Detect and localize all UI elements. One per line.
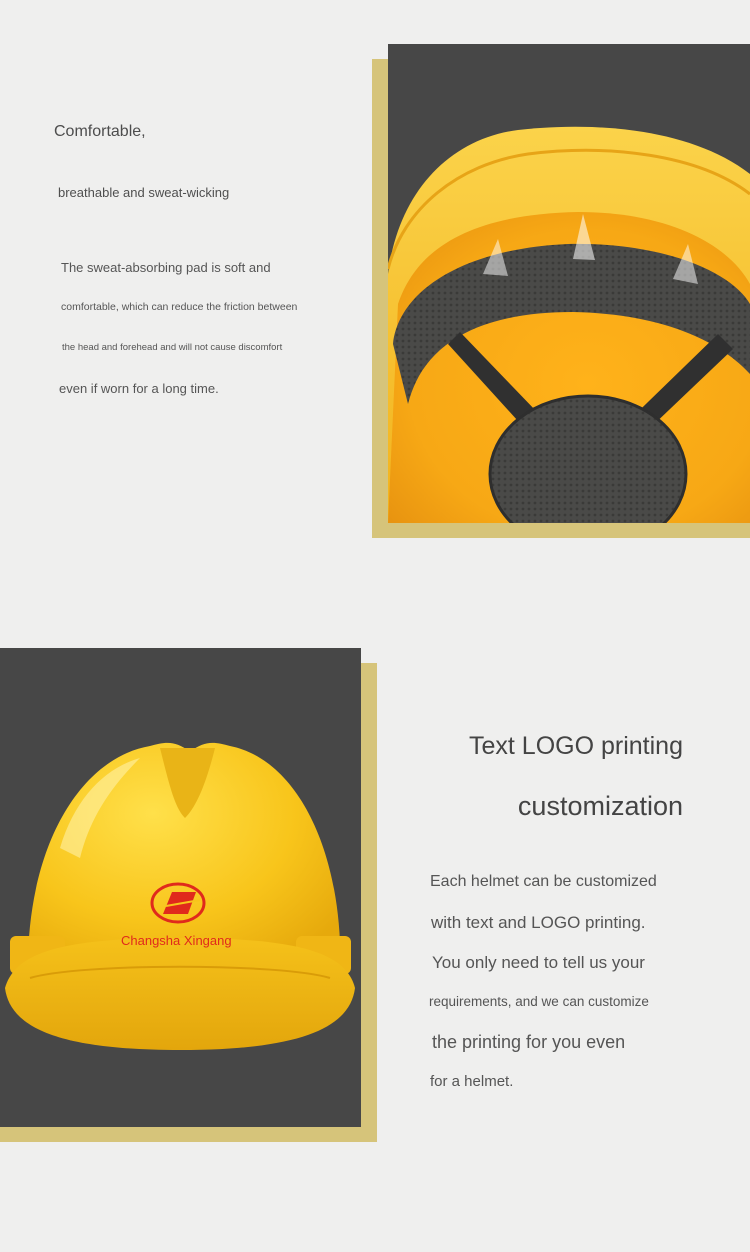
- comfort-body-line: comfortable, which can reduce the friction between: [61, 301, 298, 313]
- logo-body-line: with text and LOGO printing.: [431, 913, 646, 932]
- comfort-subtitle: breathable and sweat-wicking: [58, 185, 230, 200]
- logo-heading-line: customization: [517, 791, 683, 821]
- logo-body-line: the printing for you even: [432, 1032, 626, 1052]
- logo-body-line: requirements, and we can customize: [429, 994, 649, 1009]
- comfort-body-line: even if worn for a long time.: [59, 381, 219, 396]
- logo-heading-line: Text LOGO printing: [469, 732, 683, 760]
- helmet-interior-illustration: [388, 44, 750, 523]
- logo-body-line: You only need to tell us your: [432, 953, 645, 972]
- logo-body-line: Each helmet can be customized: [430, 873, 657, 890]
- helmet-print-text: Changsha Xingang: [121, 933, 232, 948]
- helmet-front-illustration: [0, 648, 361, 1127]
- logo-section: [0, 600, 750, 1252]
- logo-body-line: for a helmet.: [430, 1073, 514, 1090]
- comfort-title: Comfortable,: [54, 123, 146, 140]
- comfort-section: [0, 0, 750, 600]
- helmet-interior-photo: [388, 44, 750, 523]
- comfort-body-line: The sweat-absorbing pad is soft and: [61, 260, 271, 275]
- helmet-front-photo: [0, 648, 361, 1127]
- comfort-body-line: the head and forehead and will not cause discomfort: [62, 342, 283, 353]
